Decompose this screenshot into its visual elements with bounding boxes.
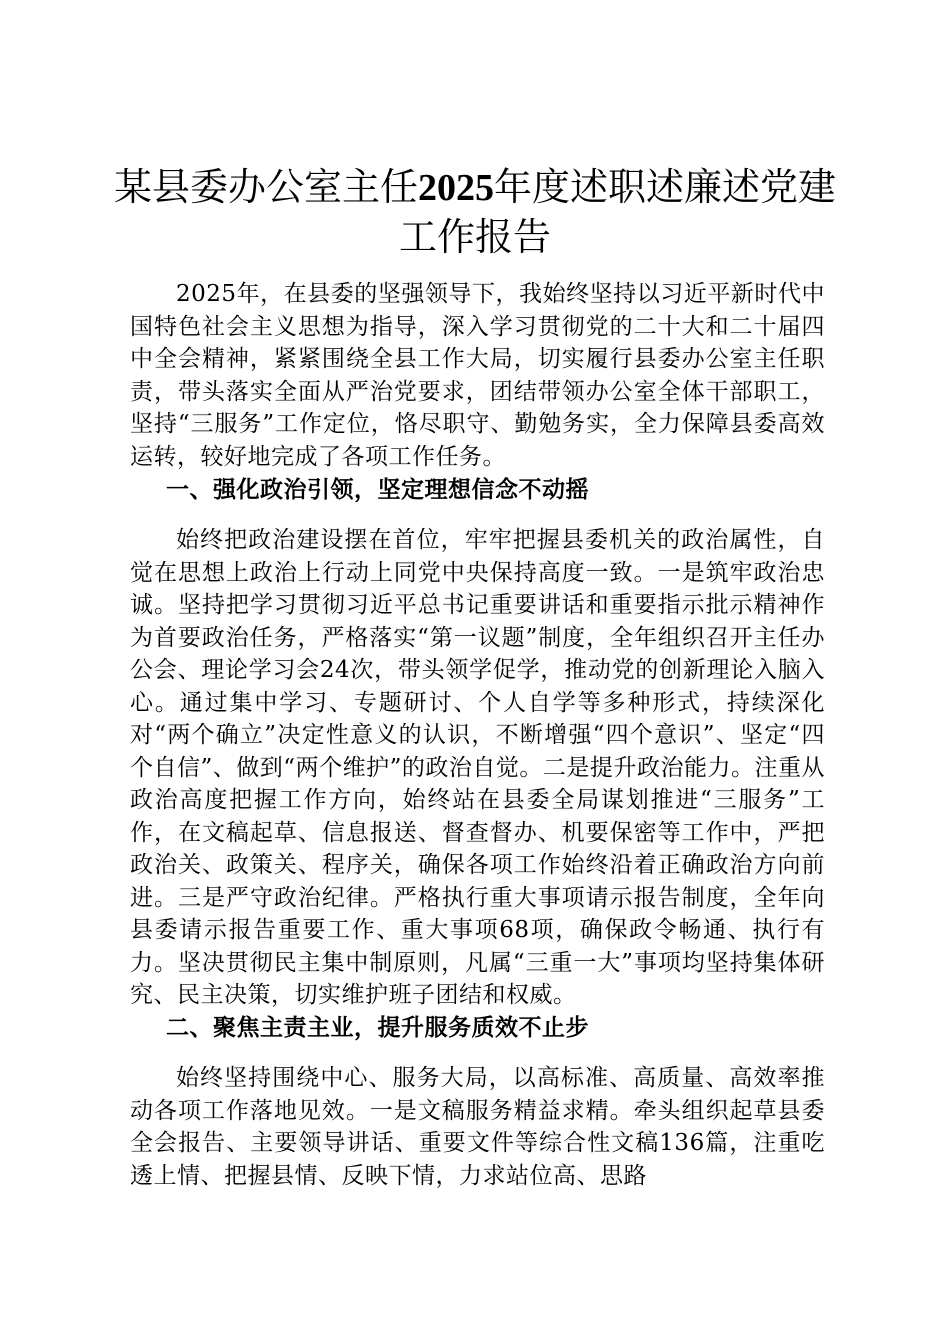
title-suffix: 年度述职述廉述党建	[494, 165, 837, 209]
document-title-line2: 工作报告	[398, 215, 551, 259]
section-heading-1: 一、强化政治引领，坚定理想信念不动摇	[166, 476, 589, 503]
section-heading-2: 二、聚焦主责主业，提升服务质效不止步	[166, 1014, 589, 1041]
intro-paragraph: 2025年，在县委的坚强领导下，我始终坚持以习近平新时代中国特色社会主义思想为指导，深入学习贯彻党的二十大和二十届四中全会精神，紧紧围绕全县工作大局，切实履行县委办公室主任职责，带头落实全面从严治党要求，团结带领办公室全体干部职工，坚持“三服务”工作定位，恪尽职守、勤勉务实，全力保障县委高效运转，较好地完成了各项工作任务。	[130, 281, 825, 470]
document-title-line1	[100, 162, 850, 213]
section-body-1: 始终把政治建设摆在首位，牢牢把握县委机关的政治属性，自觉在思想上政治上行动上同党中央保持高度一致。一是筑牢政治忠诚。坚持把学习贯彻习近平总书记重要讲话和重要指示批示精神作为首要政治任务，严格落实“第一议题”制度，全年组织召开主任办公会、理论学习会24次，带头领学促学，推动党的创新理论入脑入心。通过集中学习、专题研讨、个人自学等多种形式，持续深化对“两个确立”决定性意义的认识，不断增强“四个意识”、坚定“四个自信”、做到“两个维护”的政治自觉。二是提升政治能力。注重从政治高度把握工作方向，始终站在县委全局谋划推进“三服务”工作，在文稿起草、信息报送、督查督办、机要保密等工作中，严把政治关、政策关、程序关，确保各项工作始终沿着正确政治方向前进。三是严守政治纪律。严格执行重大事项请示报告制度，全年向县委请示报告重要工作、重大事项68项，确保政令畅通、执行有力。坚决贯彻民主集中制原则，凡属“三重一大”事项均坚持集体研究、民主决策，切实维护班子团结和权威。	[130, 527, 825, 1008]
section-body-2: 始终坚持围绕中心、服务大局，以高标准、高质量、高效率推动各项工作落地见效。一是文稿服务精益求精。牵头组织起草县委全会报告、主要领导讲话、重要文件等综合性文稿136篇，注重吃透上情、把握县情、反映下情，力求站位高、思路	[130, 1065, 825, 1189]
title-prefix: 某县委办公室主任	[113, 165, 418, 209]
title-year: 2025	[418, 167, 494, 209]
